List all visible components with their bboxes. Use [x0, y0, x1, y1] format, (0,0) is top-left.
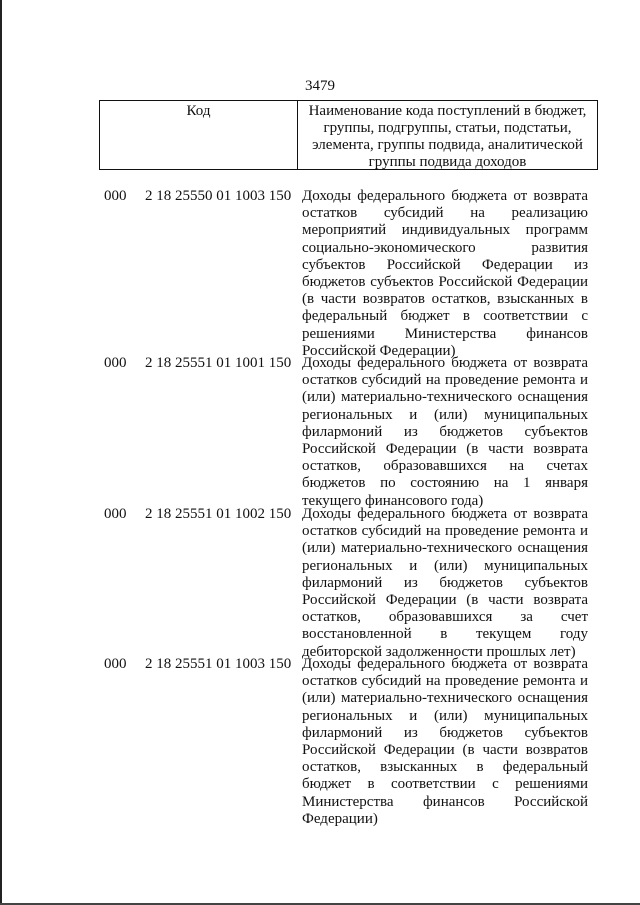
row-admin-code: 000	[104, 355, 127, 371]
row-income-code: 2 18 25550 01 1003 150	[145, 188, 292, 204]
row-admin-code: 000	[104, 656, 127, 672]
header-name-cell: Наименование кода поступлений в бюджет, группы, подгруппы, статьи, подстатьи, элемента, группы подвида, аналитической группы подвида доходов	[308, 103, 587, 170]
row-description: Доходы федерального бюджета от возврата остатков субсидий на проведение ремонта и (или) материально-технического оснащения региональных и (или) муниципальных филармоний из бюджетов субъектов Российской Федерации (в части возврата остатков, образовавшихся на счетах бюджетов по состоянию на 1 января текущего финансового года)	[302, 355, 588, 509]
row-description: Доходы федерального бюджета от возврата остатков субсидий на реализацию мероприятий индивидуальных программ социально-экономического развития субъектов Российской Федерации из бюджетов субъектов Российской Федерации (в части возвратов остатков, взысканных в федеральный бюджет в соответствии с решениями Министерства финансов Российской Федерации)	[302, 188, 588, 359]
row-admin-code: 000	[104, 506, 127, 522]
table-header	[99, 100, 598, 170]
row-admin-code: 000	[104, 188, 127, 204]
row-description: Доходы федерального бюджета от возврата остатков субсидий на проведение ремонта и (или) материально-технического оснащения региональных и (или) муниципальных филармоний из бюджетов субъектов Российской Федерации (в части возврата остатков, образовавшихся за счет восстановленной в текущем году дебиторской задолженности прошлых лет)	[302, 506, 588, 660]
row-income-code: 2 18 25551 01 1002 150	[145, 506, 292, 522]
page-number: 3479	[305, 78, 335, 94]
row-income-code: 2 18 25551 01 1003 150	[145, 656, 292, 672]
header-code-cell: Код	[100, 101, 298, 169]
page-border-left	[0, 0, 2, 905]
row-income-code: 2 18 25551 01 1001 150	[145, 355, 292, 371]
row-description: Доходы федерального бюджета от возврата остатков субсидий на проведение ремонта и (или) материально-технического оснащения региональных и (или) муниципальных филармоний из бюджетов субъектов Российской Федерации (в части возвратов остатков, взысканных в федеральный бюджет в соответствии с решениями Министерства финансов Российской Федерации)	[302, 656, 588, 827]
